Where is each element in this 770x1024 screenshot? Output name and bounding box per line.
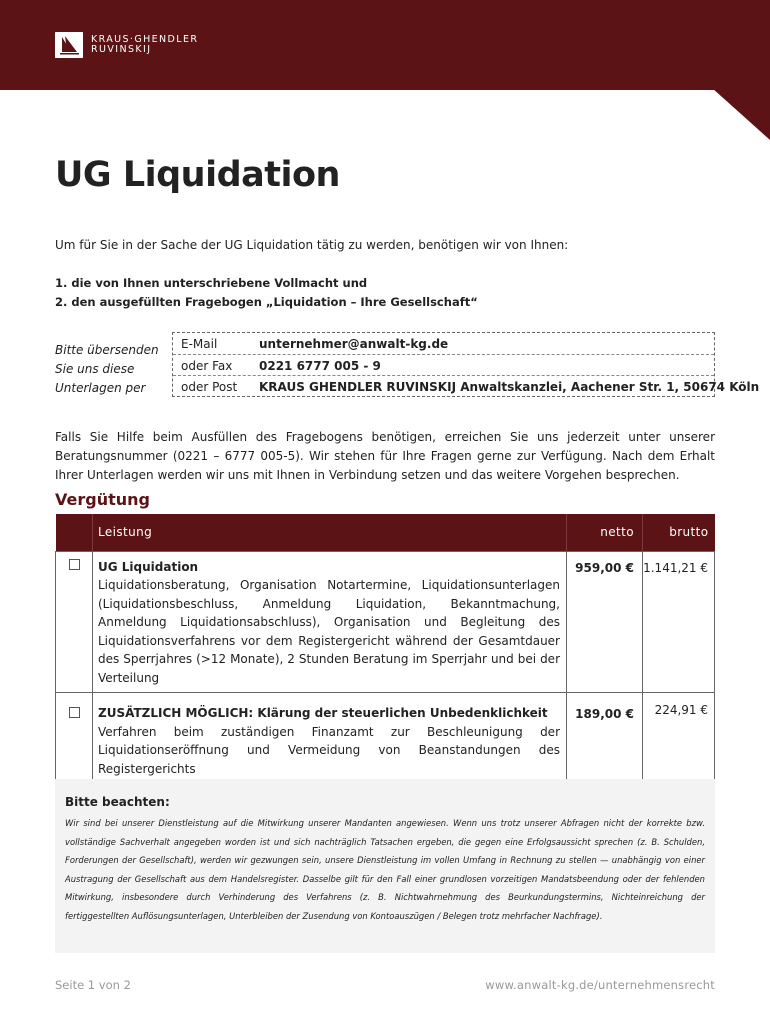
contact-row-post xyxy=(173,375,760,396)
row-checkbox-cell xyxy=(56,693,93,784)
service-description: Verfahren beim zuständigen Finanzamt zur Beschleunigung der Liquidationseröffnung und Vermeidung von Beanstandungen des Registergerichts xyxy=(98,724,560,776)
send-instructions-label: Bitte übersenden Sie uns diese Unterlagen per xyxy=(55,343,159,395)
service-title: ZUSÄTZLICH MÖGLICH: Klärung der steuerlichen Unbedenklichkeit xyxy=(98,706,548,720)
requirement-2: 2. den ausgefüllten Fragebogen „Liquidation – Ihre Gesellschaft“ xyxy=(55,295,478,309)
contact-label: oder Fax xyxy=(181,359,233,373)
postal-address: KRAUS GHENDLER RUVINSKIJ Anwaltskanzlei, Aachener Str. 1, 50674 Köln xyxy=(259,380,760,394)
contact-label: oder Post xyxy=(181,380,238,394)
contact-row-email xyxy=(173,333,714,354)
notice-box xyxy=(55,779,715,953)
service-description: Liquidationsberatung, Organisation Notartermine, Liquidationsunterlagen (Liquidationsbeschluss, Anmeldung Liquidation, Bekanntmachung, Anmeldung Liquidationsabschluss), Organisation und Begleitung des Liquidationsverfahrens vor dem Registergericht während der Gesamtdauer des Sperrjahres (>12 Monate), 2 Stunden Beratung im Sperrjahr und bei der Verteilung xyxy=(98,578,560,685)
intro-text: Um für Sie in der Sache der UG Liquidation tätig zu werden, benötigen wir von Ihnen: xyxy=(55,238,569,252)
requirement-1: 1. die von Ihnen unterschriebene Vollmacht und xyxy=(55,276,368,290)
header-net: netto xyxy=(567,514,643,551)
gross-price: 224,91 € xyxy=(643,693,715,784)
help-text: Falls Sie Hilfe beim Ausfüllen des Fragebogens benötigen, erreichen Sie uns jederzeit unter unserer Beratungsnummer (0221 – 6777 005-5). Wir stehen für Ihre Fragen gerne zur Verfügung. Nach dem Erhalt Ihrer Unterlagen werden wir uns mit Ihnen in Verbindung setzen und das weitere Vorgehen besprechen. xyxy=(55,430,715,482)
brand-logo[interactable] xyxy=(55,32,198,58)
email-link[interactable]: unternehmer@anwalt-kg.de xyxy=(259,337,449,351)
notice-text: Wir sind bei unserer Dienstleistung auf die Mitwirkung unserer Mandanten angewiesen. Wenn uns trotz unserer Abfragen nicht der korrekte bzw. vollständige Sachverhalt angegeben worden ist und sich nachträglich Tatsachen ergeben, die gegen eine Erfolgsaussicht sprechen (z. B. Schulden, Forderungen der Gesellschaft), werden wir gezwungen sein, unsere Dienstleistung im vollen Umfang in Rechnung zu stellen — unabhängig von einer Austragung der Gesellschaft aus dem Handelsregister. Dasselbe gilt für den Fall einer grundlosen vorzeitigen Mandatsbeendung oder der fehlenden Mitwirkung, insbesondere durch Verhinderung des Verfahrens (z. B. Nichtwahrnehmung des Beurkundungstermins, Nichteinreichung der fertiggestellten Auflösungsunterlagen, Unterbleiben der Zusendung von Kontoauszügen / Belegen trotz mehrfacher Nachfrage). xyxy=(65,818,705,921)
contact-label: E-Mail xyxy=(181,337,218,351)
net-price: 189,00 € xyxy=(567,693,643,784)
row-checkbox-cell xyxy=(56,551,93,693)
fees-heading: Vergütung xyxy=(55,490,150,509)
header-gross: brutto xyxy=(643,514,715,551)
page-number: Seite 1 von 2 xyxy=(55,978,131,992)
table-row xyxy=(56,693,715,784)
fax-number: 0221 6777 005 - 9 xyxy=(259,359,381,373)
brand-name-line2: RUVINSKIJ xyxy=(91,44,152,55)
net-price: 959,00 € xyxy=(567,551,643,693)
header-corner-decoration xyxy=(0,0,770,140)
page-title: UG Liquidation xyxy=(55,155,340,195)
gross-price: 1.141,21 € xyxy=(643,551,715,693)
header-service: Leistung xyxy=(93,514,567,551)
select-tax-clearance-checkbox[interactable] xyxy=(69,707,80,718)
footer-url-link[interactable]: www.anwalt-kg.de/unternehmensrecht xyxy=(485,978,715,992)
service-cell xyxy=(93,551,567,693)
service-title: UG Liquidation xyxy=(98,559,199,574)
contact-box xyxy=(172,332,760,397)
sail-logo-icon xyxy=(55,32,83,58)
header-checkbox-column xyxy=(56,514,93,551)
fee-table-header xyxy=(56,514,715,551)
contact-row-fax xyxy=(173,354,714,375)
notice-title: Bitte beachten: xyxy=(65,795,170,809)
service-cell xyxy=(93,693,567,784)
fee-table xyxy=(55,514,715,784)
brand-name-line1: KRAUS·GHENDLER xyxy=(91,34,199,45)
table-row xyxy=(56,551,715,693)
select-ug-liquidation-checkbox[interactable] xyxy=(69,559,80,570)
